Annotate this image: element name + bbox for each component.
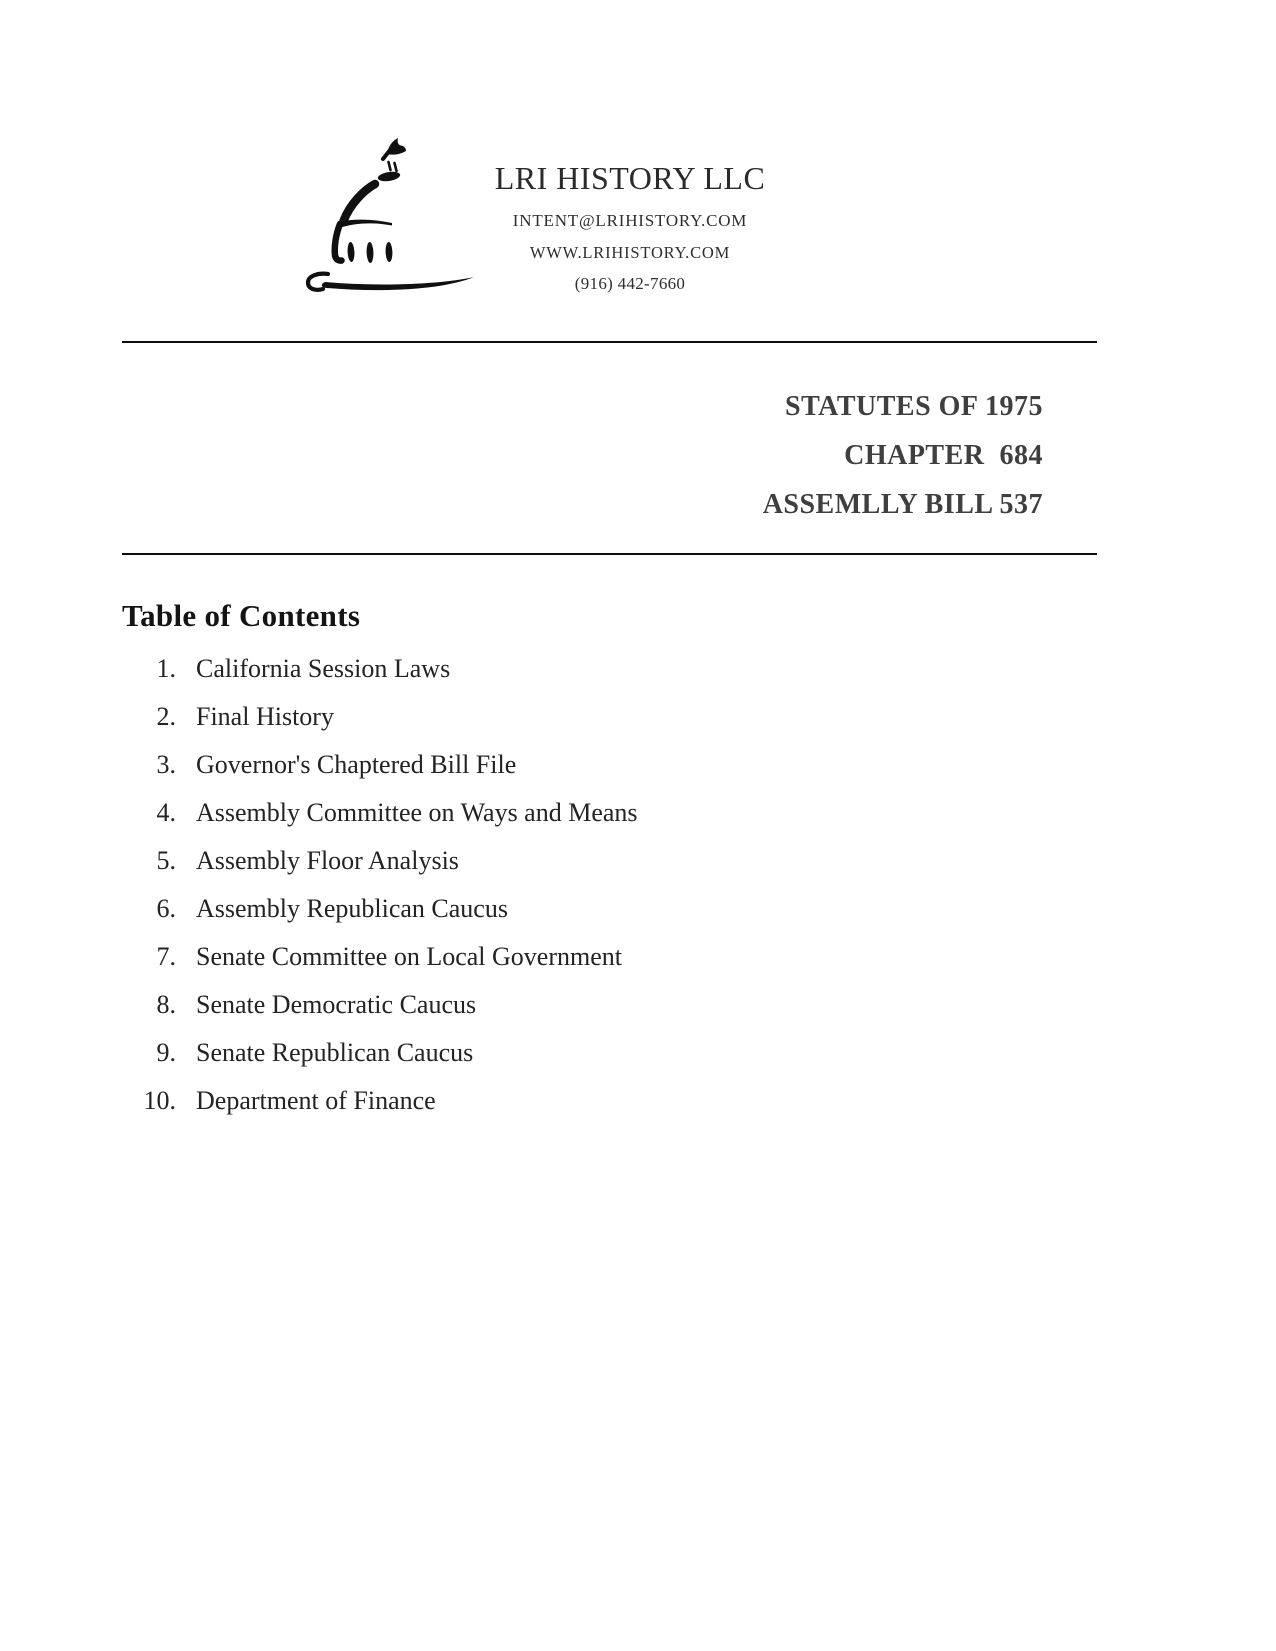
toc-item-label: Department of Finance [196, 1086, 436, 1115]
toc-item-label: Assembly Committee on Ways and Means [196, 798, 638, 827]
toc-item-label: Senate Republican Caucus [196, 1038, 474, 1067]
divider-top [122, 341, 1097, 343]
toc-item [122, 1038, 638, 1068]
toc-item-number: 4. [156, 798, 176, 827]
toc-item [122, 990, 638, 1020]
toc-item-number: 2. [156, 702, 176, 731]
toc-item-label: Assembly Floor Analysis [196, 846, 459, 875]
toc-item-label: Senate Committee on Local Government [196, 942, 622, 971]
toc-item-number: 7. [156, 942, 176, 971]
toc-item [122, 654, 638, 684]
company-email: INTENT@LRIHISTORY.COM [512, 211, 748, 230]
statutes-line: STATUTES OF 1975 [785, 391, 1043, 422]
toc-item [122, 894, 638, 924]
toc-item-number: 9. [156, 1038, 176, 1067]
toc-heading: Table of Contents [122, 598, 361, 633]
toc-item [122, 750, 638, 780]
toc-item [122, 846, 638, 876]
toc-item-number: 5. [156, 846, 176, 875]
toc-item-number: 6. [156, 894, 176, 923]
toc-item-number: 10. [143, 1086, 176, 1115]
toc-item-label: Senate Democratic Caucus [196, 990, 477, 1019]
letterhead [430, 160, 830, 294]
toc-item [122, 798, 638, 828]
chapter-line: CHAPTER 684 [844, 440, 1043, 471]
company-website: WWW.LRIHISTORY.COM [529, 243, 731, 262]
toc-item-label: Final History [196, 702, 334, 731]
document-title-block [763, 382, 1043, 529]
toc-item-number: 3. [156, 750, 176, 779]
divider-bottom [122, 553, 1097, 555]
assembly-bill-line: ASSEMLLY BILL 537 [762, 489, 1043, 520]
toc-item [122, 1086, 638, 1116]
toc-item-label: Assembly Republican Caucus [196, 894, 508, 923]
company-phone: (916) 442-7660 [574, 274, 686, 293]
toc-item-label: California Session Laws [196, 654, 451, 683]
toc-item-number: 1. [156, 654, 176, 683]
toc-item-label: Governor's Chaptered Bill File [196, 750, 517, 779]
toc-item [122, 942, 638, 972]
toc-item [122, 702, 638, 732]
toc-list [122, 654, 638, 1134]
company-name: LRI HISTORY LLC [494, 160, 766, 196]
toc-item-number: 8. [156, 990, 176, 1019]
